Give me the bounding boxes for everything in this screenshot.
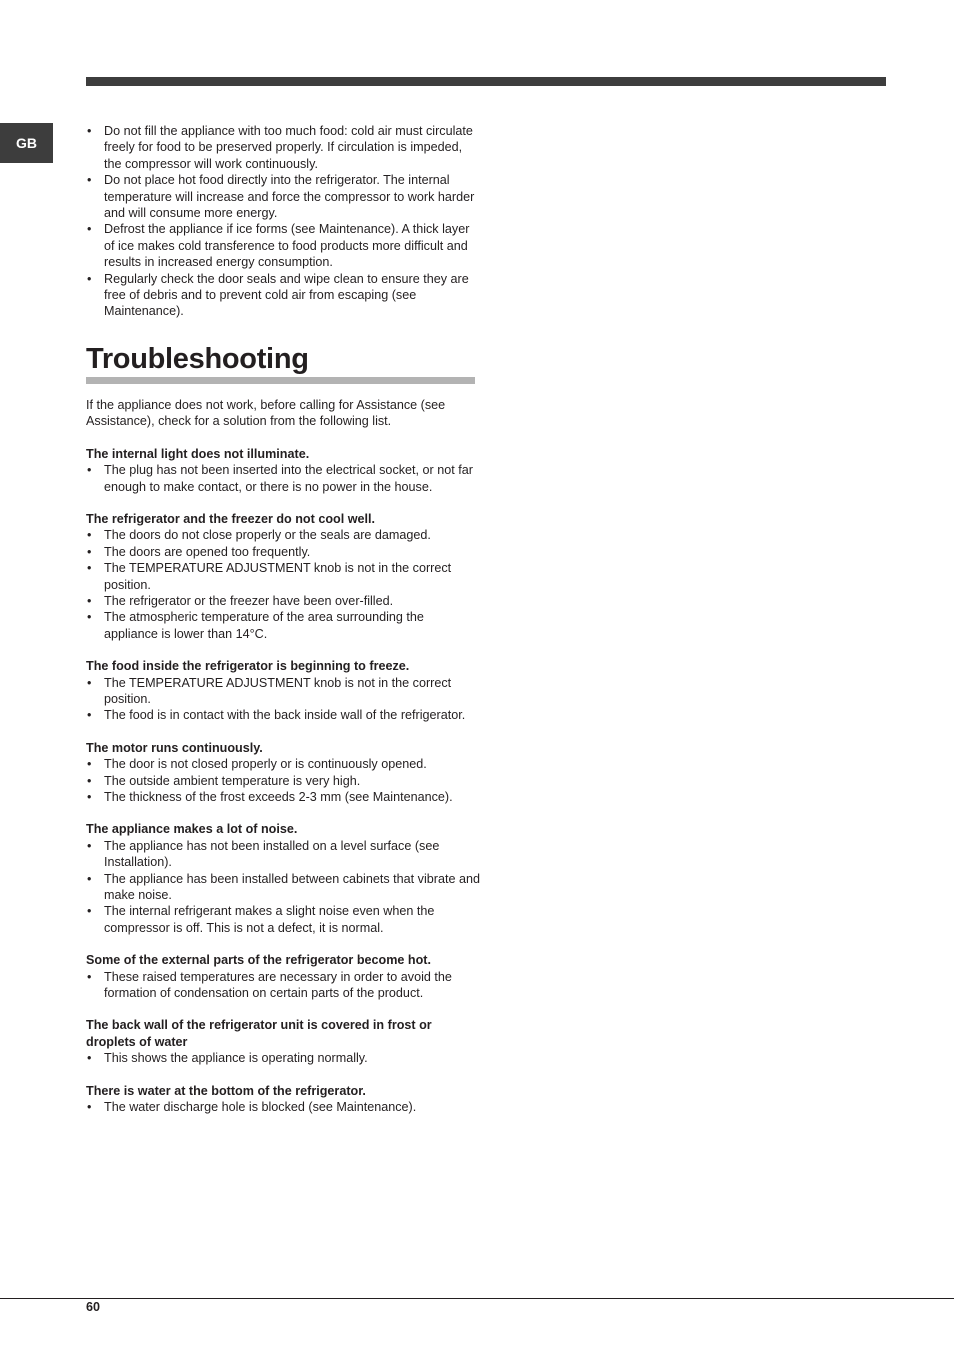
list-item: • The doors are opened too frequently. [86, 544, 481, 560]
page-number: 60 [86, 1300, 101, 1314]
list-item: • This shows the appliance is operating normally. [86, 1050, 481, 1066]
cause-list [86, 675, 481, 724]
list-item: • The refrigerator or the freezer have been over-filled. [86, 593, 481, 609]
list-item: • The door is not closed properly or is continuously opened. [86, 756, 481, 772]
problem-heading: The motor runs continuously. [86, 740, 263, 755]
list-item: • Defrost the appliance if ice forms (see Maintenance). A thick layer of ice makes cold transference to food products more difficult and results in increased energy consumption. [86, 221, 481, 270]
problem-heading: The appliance makes a lot of noise. [86, 822, 298, 837]
problem-block [86, 658, 481, 724]
list-item: • The thickness of the frost exceeds 2-3 mm (see Maintenance). [86, 789, 481, 805]
cause-list [86, 969, 481, 1002]
problem-block [86, 740, 481, 806]
problem-heading: Some of the external parts of the refrigerator become hot. [86, 953, 431, 968]
problem-heading: The back wall of the refrigerator unit is covered in frost or droplets of water [86, 1018, 432, 1049]
content-column [86, 123, 481, 1116]
list-item: • Do not place hot food directly into the refrigerator. The internal temperature will increase and force the compressor to work harder and will consume more energy. [86, 172, 481, 221]
list-item: • The TEMPERATURE ADJUSTMENT knob is not in the correct position. [86, 675, 481, 708]
list-item: • The appliance has not been installed on a level surface (see Installation). [86, 838, 481, 871]
section-title: Troubleshooting [86, 342, 309, 375]
list-item: • These raised temperatures are necessary in order to avoid the formation of condensation on certain parts of the product. [86, 969, 481, 1002]
list-item: • Do not fill the appliance with too much food: cold air must circulate freely for food to be preserved properly. If circulation is impeded, the compressor will work continuously. [86, 123, 481, 172]
list-item: • The doors do not close properly or the seals are damaged. [86, 527, 481, 543]
list-item: • The atmospheric temperature of the area surrounding the appliance is lower than 14°C. [86, 609, 481, 642]
cause-list [86, 756, 481, 805]
section-intro: If the appliance does not work, before calling for Assistance (see Assistance), check for a solution from the following list. [86, 397, 446, 429]
footer-rule [0, 1298, 954, 1299]
header-rule [86, 77, 886, 86]
problem-block [86, 952, 481, 1001]
list-item: • The outside ambient temperature is very high. [86, 773, 481, 789]
cause-list [86, 462, 481, 495]
cause-list [86, 1050, 481, 1066]
list-item: • Regularly check the door seals and wipe clean to ensure they are free of debris and to prevent cold air from escaping (see Maintenance). [86, 271, 481, 320]
problem-block [86, 511, 481, 642]
language-tab: GB [0, 123, 53, 163]
problem-heading: There is water at the bottom of the refrigerator. [86, 1083, 366, 1098]
problem-block [86, 446, 481, 495]
list-item: • The internal refrigerant makes a slight noise even when the compressor is off. This is not a defect, it is normal. [86, 903, 481, 936]
intro-bullet-list [86, 123, 481, 320]
problem-heading: The internal light does not illuminate. [86, 446, 310, 461]
list-item: • The TEMPERATURE ADJUSTMENT knob is not in the correct position. [86, 560, 481, 593]
problem-block [86, 821, 481, 936]
cause-list [86, 838, 481, 936]
problem-block [86, 1083, 481, 1116]
problem-heading: The refrigerator and the freezer do not cool well. [86, 511, 376, 526]
title-underline [86, 377, 475, 384]
cause-list [86, 1099, 481, 1115]
problem-block [86, 1017, 481, 1066]
list-item: • The plug has not been inserted into the electrical socket, or not far enough to make contact, or there is no power in the house. [86, 462, 481, 495]
list-item: • The appliance has been installed between cabinets that vibrate and make noise. [86, 871, 481, 904]
problem-heading: The food inside the refrigerator is beginning to freeze. [86, 659, 410, 674]
list-item: • The water discharge hole is blocked (see Maintenance). [86, 1099, 481, 1115]
list-item: • The food is in contact with the back inside wall of the refrigerator. [86, 707, 481, 723]
cause-list [86, 527, 481, 642]
